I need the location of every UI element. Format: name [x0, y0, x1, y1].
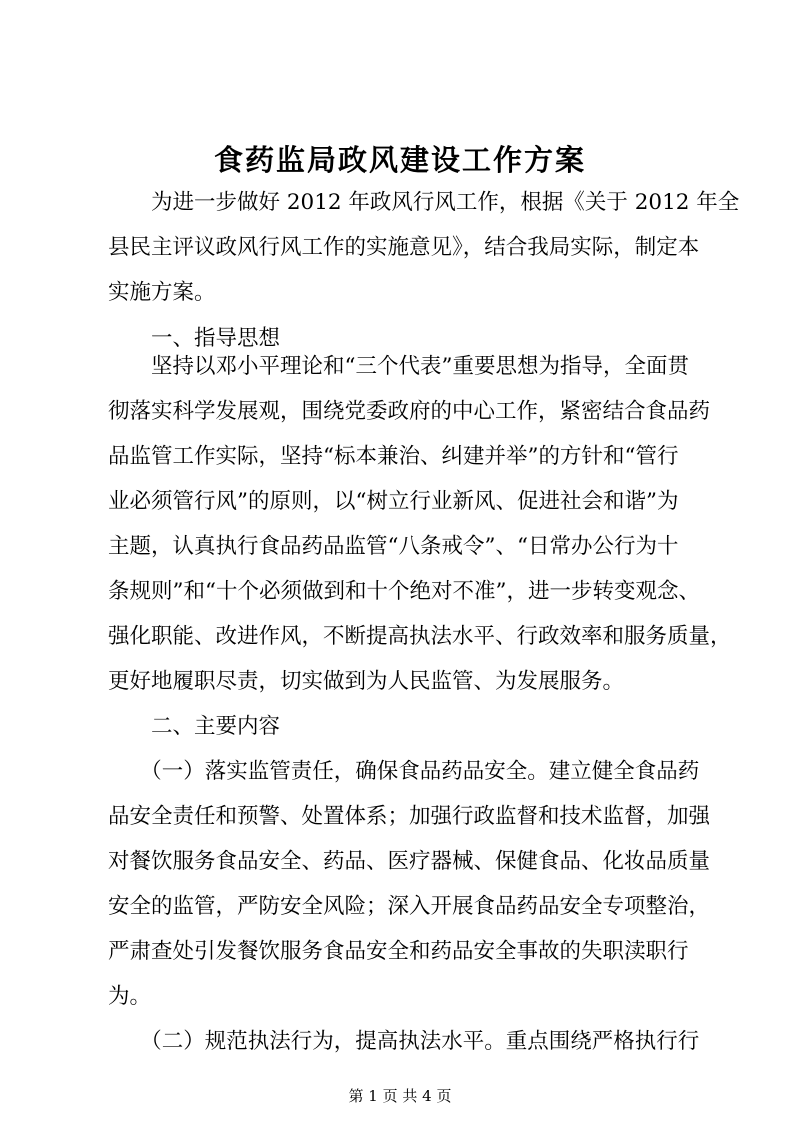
- body-line: 为。: [108, 984, 152, 1009]
- body-line: 主题，认真执行食品药品监管“八条戒令”、“日常办公行为十: [108, 534, 679, 559]
- body-line: 强化职能、改进作风，不断提高执法水平、行政效率和服务质量，: [108, 624, 732, 649]
- body-line: 实施方案。: [108, 280, 216, 305]
- body-line: 业必须管行风”的原则，以“树立行业新风、促进社会和谐”为: [108, 489, 679, 514]
- body-line: 对餐饮服务食品安全、药品、医疗器械、保健食品、化妆品质量: [108, 849, 711, 874]
- body-line: （一）落实监管责任，确保食品药品安全。建立健全食品药: [108, 759, 700, 784]
- body-line: 更好地履职尽责，切实做到为人民监管、为发展服务。: [108, 669, 625, 694]
- document-title: 食药监局政风建设工作方案: [213, 143, 586, 177]
- body-line: 县民主评议政风行风工作的实施意见》，结合我局实际，制定本: [108, 235, 700, 260]
- body-line: （二）规范执法行为，提高执法水平。重点围绕严格执行行: [108, 1029, 700, 1054]
- body-line: 彻落实科学发展观，围绕党委政府的中心工作，紧密结合食品药: [108, 399, 711, 424]
- body-line: 条规则”和“十个必须做到和十个绝对不准”，进一步转变观念、: [108, 579, 700, 604]
- body-line: 为进一步做好 2012 年政风行风工作，根据《关于 2012 年全: [108, 190, 740, 215]
- body-line: 安全的监管，严防安全风险；深入开展食品药品安全专项整治，: [108, 894, 711, 919]
- section-heading: 二、主要内容: [108, 714, 281, 739]
- page-footer: 第 1 页 共 4 页: [348, 1087, 452, 1105]
- section-heading: 一、指导思想: [108, 326, 281, 351]
- body-line: 严肃查处引发餐饮服务食品安全和药品安全事故的失职渎职行: [108, 939, 689, 964]
- body-line: 品监管工作实际，坚持“标本兼治、纠建并举”的方针和“管行: [108, 444, 679, 469]
- body-line: 坚持以邓小平理论和“三个代表”重要思想为指导，全面贯: [108, 354, 689, 379]
- body-line: 品安全责任和预警、处置体系；加强行政监督和技术监督，加强: [108, 804, 711, 829]
